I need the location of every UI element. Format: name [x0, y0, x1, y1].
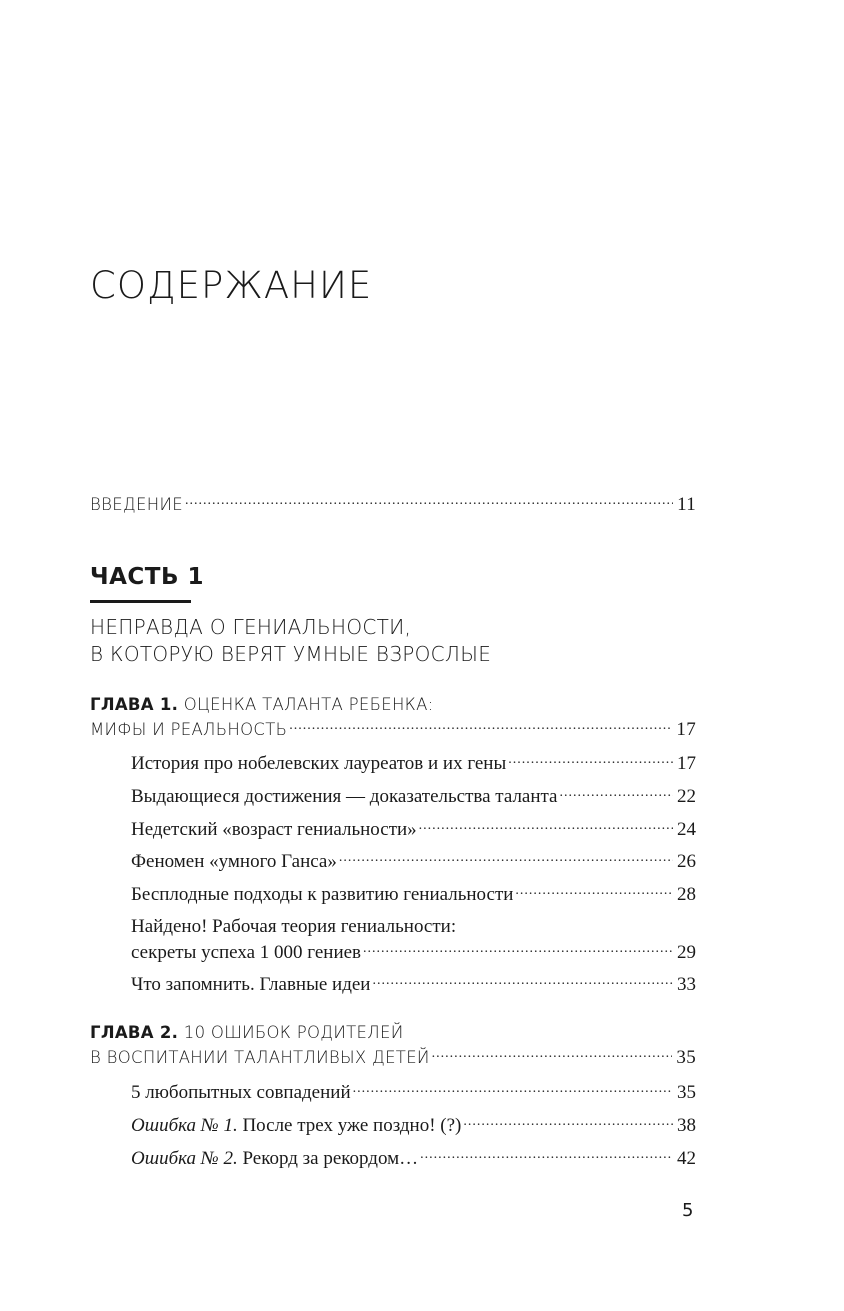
chapter-title: МИФЫ И РЕАЛЬНОСТЬ	[90, 720, 288, 739]
section-title: Феномен «умного Ганса»	[131, 851, 337, 872]
toc-page-number: 22	[677, 786, 696, 807]
part-heading-underline	[90, 600, 191, 603]
chapter-title: ОЦЕНКА ТАЛАНТА РЕБЕНКА:	[183, 695, 434, 714]
toc-page-number: 33	[677, 974, 696, 995]
toc-entry-section[interactable]	[131, 971, 696, 998]
chapter-title: 10 ОШИБОК РОДИТЕЛЕЙ	[183, 1023, 404, 1042]
toc-entry-section[interactable]	[131, 1079, 696, 1106]
part-heading: ЧАСТЬ 1	[90, 564, 204, 590]
section-title: Недетский «возраст гениальности»	[131, 819, 417, 840]
dot-leader	[432, 1047, 673, 1064]
section-title: Бесплодные подходы к развитию гениальности	[131, 884, 514, 905]
dot-leader	[339, 848, 673, 867]
toc-entry-section[interactable]	[131, 939, 696, 966]
toc-entry-section[interactable]	[131, 1112, 696, 1139]
dot-leader	[463, 1112, 673, 1131]
toc-page-number: 26	[677, 851, 696, 872]
part-subtitle-line2: В КОТОРУЮ ВЕРЯТ УМНЫЕ ВЗРОСЛЫЕ	[90, 642, 492, 666]
error-number: Ошибка № 1.	[131, 1115, 238, 1136]
dot-leader	[420, 1145, 673, 1164]
section-title: Выдающиеся достижения — доказательства таланта	[131, 786, 558, 807]
toc-entry-label: ВВЕДЕНИЕ	[90, 495, 183, 514]
toc-page-number: 17	[677, 753, 696, 774]
dot-leader	[508, 750, 673, 769]
dot-leader	[372, 971, 673, 990]
toc-page-number: 11	[677, 494, 696, 515]
toc-entry-chapter-2[interactable]	[90, 1045, 696, 1071]
toc-page-number: 17	[676, 719, 696, 740]
toc-entry-intro[interactable]	[90, 492, 696, 518]
toc-entry-section[interactable]	[131, 848, 696, 875]
section-title: Что запомнить. Главные идеи	[131, 974, 371, 995]
chapter-title: В ВОСПИТАНИИ ТАЛАНТЛИВЫХ ДЕТЕЙ	[90, 1048, 430, 1067]
section-title-text: После трех уже поздно! (?)	[242, 1115, 462, 1136]
dot-leader	[363, 939, 673, 958]
toc-entry-section[interactable]	[131, 816, 696, 843]
chapter-2-title-line1[interactable]	[90, 1020, 403, 1046]
toc-page-number: 42	[677, 1148, 696, 1169]
dot-leader	[419, 816, 673, 835]
dot-leader	[515, 881, 673, 900]
part-subtitle-line1: НЕПРАВДА О ГЕНИАЛЬНОСТИ,	[90, 615, 412, 639]
section-title: История про нобелевских лауреатов и их гены	[131, 753, 507, 774]
toc-page-number: 28	[677, 884, 696, 905]
toc-entry-chapter-1[interactable]	[90, 717, 696, 743]
dot-leader	[353, 1079, 673, 1098]
dot-leader	[185, 494, 673, 511]
toc-page-number: 35	[676, 1047, 696, 1068]
toc-entry-section[interactable]	[131, 881, 696, 908]
page-folio-number: 5	[682, 1200, 694, 1221]
toc-page-number: 35	[677, 1082, 696, 1103]
chapter-label: ГЛАВА 2.	[90, 1023, 179, 1042]
section-title: секреты успеха 1 000 гениев	[131, 942, 362, 963]
dot-leader	[560, 783, 674, 802]
section-title: 5 любопытных совпадений	[131, 1082, 351, 1103]
section-title-line1[interactable]: Найдено! Рабочая теория гениальности:	[131, 916, 457, 937]
section-title	[131, 1146, 418, 1172]
dot-leader	[289, 719, 672, 736]
chapter-1-title-line1[interactable]	[90, 692, 434, 718]
page-title: СОДЕРЖАНИЕ	[90, 264, 373, 307]
toc-page-number: 24	[677, 819, 696, 840]
toc-entry-section[interactable]	[131, 750, 696, 777]
toc-page-number: 38	[677, 1115, 696, 1136]
toc-entry-section[interactable]	[131, 783, 696, 810]
chapter-label: ГЛАВА 1.	[90, 695, 179, 714]
section-title	[131, 1113, 461, 1139]
toc-page-number: 29	[677, 942, 696, 963]
section-title-text: Рекорд за рекордом…	[242, 1148, 419, 1169]
error-number: Ошибка № 2.	[131, 1148, 238, 1169]
toc-entry-section[interactable]	[131, 1145, 696, 1172]
